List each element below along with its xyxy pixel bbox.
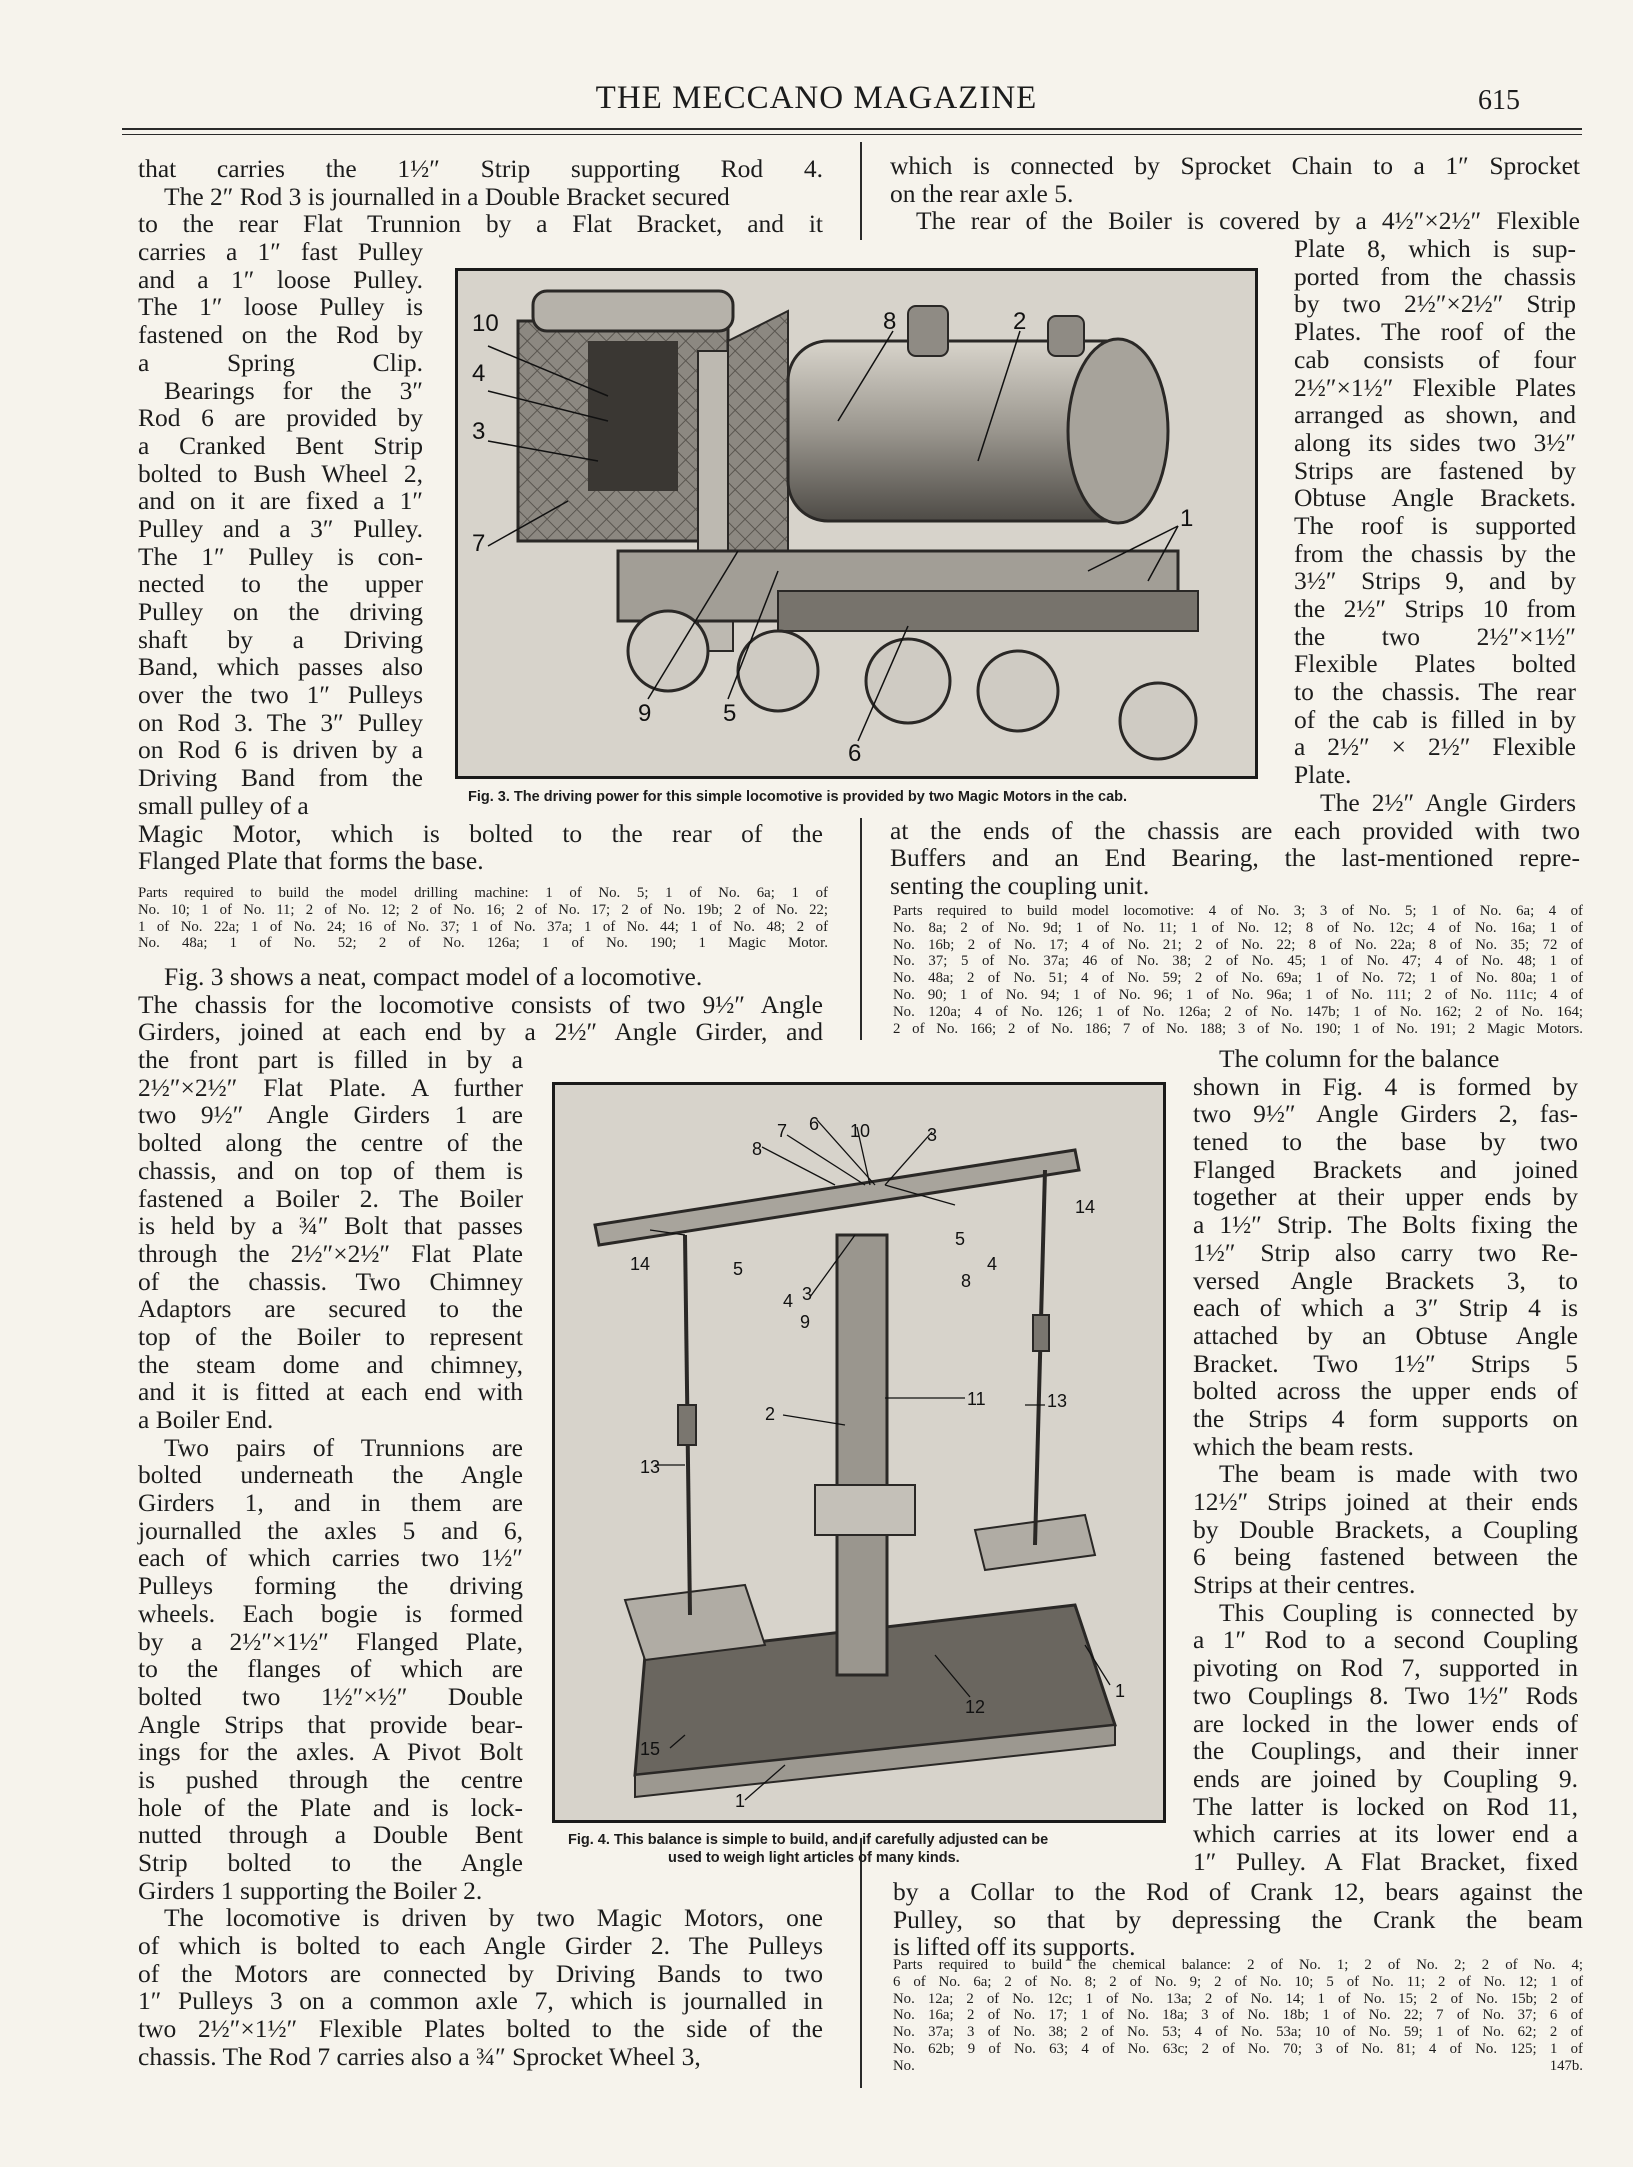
fig3-label-10: 10 xyxy=(472,310,499,337)
col2-mid-line: a 1″ Rod to a second Coupling xyxy=(1193,1625,1578,1655)
fig4-label-3-top: 3 xyxy=(927,1125,938,1145)
col2-top-line: along its sides two 3½″ xyxy=(1294,427,1576,457)
col1-bottom-line: the front part is filled in by a xyxy=(138,1045,523,1075)
col1-bottom-line: journalled the axles 5 and 6, xyxy=(138,1515,523,1545)
col2-mid-line: Strips at their centres. xyxy=(1193,1570,1416,1600)
fig4-label-4-right: 4 xyxy=(987,1254,998,1274)
col2-top-line: Strips are fastened by xyxy=(1294,455,1576,485)
parts-balance-line: Parts required to build the chemical balance: 2 of No. 1; 2 of No. 2; 2 of No. 4; xyxy=(893,1957,1583,1973)
fig3-label-5: 5 xyxy=(723,700,737,727)
parts-loco-line: No. 16b; 2 of No. 17; 4 of No. 21; 2 of No. 22; 8 of No. 22a; 8 of No. 35; 72 of xyxy=(893,936,1583,953)
col2-mid-line: 1½″ Strip also carry two Re- xyxy=(1193,1237,1578,1267)
col2-mid-line: which the beam rests. xyxy=(1193,1431,1414,1461)
col1-bottom-line: is pushed through the centre xyxy=(138,1764,523,1794)
col2-top-line: of the cab is filled in by xyxy=(1294,704,1576,734)
col2-top-line: Plate 8, which is sup- xyxy=(1294,234,1576,264)
col1-bottom-line: Two pairs of Trunnions are xyxy=(164,1432,523,1462)
column2-middle-text xyxy=(1193,1045,1578,1876)
col2-mid-line: tened to the base by two xyxy=(1193,1127,1578,1157)
fig3-label-4: 4 xyxy=(472,360,486,387)
col1-bottom-line: of the chassis. Two Chimney xyxy=(138,1266,523,1296)
fig3-label-7: 7 xyxy=(472,530,486,557)
parts-list-balance xyxy=(893,1957,1583,2075)
fig3-label-2: 2 xyxy=(1013,308,1027,335)
fig4-label-6: 6 xyxy=(809,1114,820,1134)
col2-mid-line: bolted across the upper ends of xyxy=(1193,1376,1578,1406)
col1-top-line: Band, which passes also xyxy=(138,652,423,682)
fig4-balance-photo xyxy=(552,1082,1166,1823)
col1-top-line: small pulley of a xyxy=(138,790,309,820)
col2-top-line: 2½″×1½″ Flexible Plates xyxy=(1294,372,1576,402)
col2-top-line: 3½″ Strips 9, and by xyxy=(1294,566,1576,596)
col2-mid-line: Bracket. Two 1½″ Strips 5 xyxy=(1193,1348,1578,1378)
col1-top-line: nected to the upper xyxy=(138,569,423,599)
parts-drilling-line: No. 48a; 1 of No. 52; 2 of No. 126a; 1 of No. 190; 1 Magic Motor. xyxy=(138,935,828,952)
fig3-label-6: 6 xyxy=(848,740,862,767)
col1-bottom-line: Girders 1, and in them are xyxy=(138,1488,523,1518)
parts-balance-line: 6 of No. 6a; 2 of No. 8; 2 of No. 9; 2 of No. 10; 5 of No. 11; 2 of No. 12; 1 of xyxy=(893,1973,1583,1990)
col1-top-line: Magic Motor, which is bolted to the rear of the xyxy=(138,818,823,848)
col1-bottom-line: bolted underneath the Angle xyxy=(138,1460,523,1490)
col1-bottom-line: Adaptors are secured to the xyxy=(138,1294,523,1324)
col1-bottom-line: Girders, joined at each end by a 2½″ Angle Girder, and xyxy=(138,1017,823,1047)
col2-mid-line: are locked in the lower ends of xyxy=(1193,1708,1578,1738)
col2-mid-line: Flanged Brackets and joined xyxy=(1193,1154,1578,1184)
col2-mid-line: 12½″ Strips joined at their ends xyxy=(1193,1487,1578,1516)
col1-bottom-line: bolted along the centre of the xyxy=(138,1128,523,1158)
col2-bottom-line: Pulley, so that by depressing the Crank the beam xyxy=(893,1904,1583,1934)
col2-mid-line: pivoting on Rod 7, supported in xyxy=(1193,1653,1578,1683)
parts-balance-line: No. 16a; 2 of No. 17; 1 of No. 18a; 3 of No. 18b; 1 of No. 22; 7 of No. 37; 6 of xyxy=(893,2007,1583,2024)
col2-mid-line: each of which a 3″ Strip 4 is xyxy=(1193,1293,1578,1323)
col1-top-line: and a 1″ loose Pulley. xyxy=(138,264,423,294)
fig4-label-2: 2 xyxy=(765,1404,776,1424)
parts-balance-line: No. 12a; 2 of No. 12c; 1 of No. 13a; 2 of No. 14; 1 of No. 15; 2 of No. 15b; 2 of xyxy=(893,1990,1583,2007)
magazine-title: THE MECCANO MAGAZINE xyxy=(595,80,1038,116)
col2-mid-line: versed Angle Brackets 3, to xyxy=(1193,1265,1578,1295)
col2-top-line: cab consists of four xyxy=(1294,344,1576,374)
col1-bottom-line: chassis. The Rod 7 carries also a ¾″ Sprocket Wheel 3, xyxy=(138,2041,701,2071)
parts-balance-line: No. 147b. xyxy=(893,2057,1583,2074)
col2-mid-line: the Couplings, and their inner xyxy=(1193,1736,1578,1766)
col1-bottom-line: wheels. Each bogie is formed xyxy=(138,1598,523,1628)
header-rule-thin xyxy=(122,134,1582,135)
balance-illustration xyxy=(555,1085,1163,1820)
col1-bottom-line: The chassis for the locomotive consists of two 9½″ Angle xyxy=(138,989,823,1019)
col1-top-line: shaft by a Driving xyxy=(138,624,423,654)
col1-top-line: Pulley and a 3″ Pulley. xyxy=(138,513,423,543)
fig4-label-3-left: 3 xyxy=(802,1284,813,1304)
col1-bottom-line: Fig. 3 shows a neat, compact model of a locomotive. xyxy=(164,962,703,991)
col1-top-line: over the two 1″ Pulleys xyxy=(138,680,423,710)
col1-bottom-line: Strip bolted to the Angle xyxy=(138,1848,523,1877)
fig4-label-8-top: 8 xyxy=(752,1139,763,1159)
col1-bottom-line: hole of the Plate and is lock- xyxy=(138,1792,523,1822)
col1-top-line: that carries the 1½″ Strip supporting Rod 4. xyxy=(138,154,823,183)
fig4-label-15: 15 xyxy=(640,1739,661,1759)
col1-bottom-line: of which is bolted to each Angle Girder 2. The Pulleys xyxy=(138,1931,823,1961)
col2-top-line: arranged as shown, and xyxy=(1294,400,1576,430)
col1-bottom-line: Girders 1 supporting the Boiler 2. xyxy=(138,1875,483,1905)
col1-top-line: The 1″ loose Pulley is xyxy=(138,292,423,322)
col2-mid-line: ends are joined by Coupling 9. xyxy=(1193,1763,1578,1793)
parts-loco-line: No. 90; 1 of No. 94; 1 of No. 96; 1 of No. 96a; 1 of No. 111; 2 of No. 111c; 4 of xyxy=(893,986,1583,1003)
fig4-label-4-left: 4 xyxy=(783,1291,794,1311)
col1-bottom-line: top of the Boiler to represent xyxy=(138,1321,523,1351)
fig4-label-5-left: 5 xyxy=(733,1259,744,1279)
column-divider-middle xyxy=(860,818,862,1040)
col2-mid-line: This Coupling is connected by xyxy=(1219,1597,1578,1627)
col2-mid-line: two Couplings 8. Two 1½″ Rods xyxy=(1193,1680,1578,1710)
col2-mid-line: The column for the balance xyxy=(1219,1044,1500,1073)
col1-bottom-line: The locomotive is driven by two Magic Motors, one xyxy=(164,1903,823,1933)
col2-mid-line: The beam is made with two xyxy=(1219,1459,1578,1489)
parts-loco-line: No. 120a; 4 of No. 126; 1 of No. 126a; 2 of No. 147b; 1 of No. 162; 2 of No. 164; xyxy=(893,1003,1583,1020)
col1-bottom-line: each of which carries two 1½″ xyxy=(138,1543,523,1573)
col2-top-line: which is connected by Sprocket Chain to a 1″ Sprocket xyxy=(890,151,1580,180)
fig4-label-11: 11 xyxy=(967,1389,986,1409)
parts-list-drilling-machine xyxy=(138,885,828,952)
fig3-label-9: 9 xyxy=(638,700,652,727)
col2-top-line: the 2½″ Strips 10 from xyxy=(1294,594,1576,623)
col2-top-line: a 2½″ × 2½″ Flexible xyxy=(1294,732,1576,762)
col2-top-line: from the chassis by the xyxy=(1294,538,1576,568)
col2-top-line: ported from the chassis xyxy=(1294,261,1576,291)
col1-top-line: Rod 6 are provided by xyxy=(138,403,423,433)
col2-top-line: Buffers and an End Bearing, the last-mentioned repre- xyxy=(890,843,1580,873)
column2-bottom-text xyxy=(893,1878,1583,1961)
col1-bottom-line: to the flanges of which are xyxy=(138,1654,523,1684)
col2-top-line: Flexible Plates bolted xyxy=(1294,649,1576,679)
col1-top-line: on Rod 6 is driven by a xyxy=(138,735,423,765)
col2-mid-line: which carries at its lower end a xyxy=(1193,1819,1578,1849)
fig4-label-13-right: 13 xyxy=(1047,1391,1068,1411)
col2-mid-line: together at their upper ends by xyxy=(1193,1182,1578,1212)
fig4-label-14-left: 14 xyxy=(630,1254,651,1274)
fig4-caption-line2: used to weigh light articles of many kinds. xyxy=(668,1850,960,1866)
fig4-label-1-right: 1 xyxy=(1115,1681,1126,1701)
fig4-label-8-mid: 8 xyxy=(961,1271,972,1291)
col1-bottom-line: through the 2½″×2½″ Flat Plate xyxy=(138,1238,523,1268)
col1-top-line: on Rod 3. The 3″ Pulley xyxy=(138,707,423,737)
col1-bottom-line: Angle Strips that provide bear- xyxy=(138,1709,523,1739)
col1-bottom-line: two 9½″ Angle Girders 1 are xyxy=(138,1100,523,1130)
col1-bottom-line: fastened a Boiler 2. The Boiler xyxy=(138,1183,523,1213)
col1-top-line: bolted to Bush Wheel 2, xyxy=(138,458,423,488)
col1-bottom-line: the steam dome and chimney, xyxy=(138,1349,523,1379)
col1-top-line: Driving Band from the xyxy=(138,763,423,793)
col1-bottom-line: nutted through a Double Bent xyxy=(138,1820,523,1850)
col1-bottom-line: chassis, and on top of them is xyxy=(138,1155,523,1185)
col1-top-line: to the rear Flat Trunnion by a Flat Bracket, and it xyxy=(138,209,823,239)
column-divider-top xyxy=(860,142,862,240)
fig3-label-8: 8 xyxy=(883,308,897,335)
parts-loco-line: No. 8a; 2 of No. 9d; 1 of No. 11; 1 of No. 12; 8 of No. 12c; 4 of No. 16a; 1 of xyxy=(893,919,1583,936)
col2-top-line: The roof is supported xyxy=(1294,510,1576,540)
col2-top-line: The rear of the Boiler is covered by a 4½″×2½″ Flexible xyxy=(916,206,1580,236)
col1-top-line: Flanged Plate that forms the base. xyxy=(138,846,484,876)
col2-mid-line: 1″ Pulley. A Flat Bracket, fixed xyxy=(1193,1846,1578,1876)
col1-bottom-line: 2½″×2½″ Flat Plate. A further xyxy=(138,1072,523,1102)
parts-balance-line: No. 37a; 3 of No. 38; 2 of No. 53; 4 of No. 53a; 10 of No. 59; 1 of No. 62; 2 of xyxy=(893,2024,1583,2041)
header-rule xyxy=(122,128,1582,130)
col1-top-line: The 1″ Pulley is con- xyxy=(138,541,423,571)
fig4-label-1-bottom: 1 xyxy=(735,1791,746,1811)
fig4-label-14-right: 14 xyxy=(1075,1197,1096,1217)
fig4-label-10: 10 xyxy=(850,1121,871,1141)
parts-balance-line: No. 62b; 9 of No. 63; 4 of No. 63c; 2 of No. 70; 3 of No. 81; 4 of No. 125; 1 of xyxy=(893,2040,1583,2057)
col1-top-line: fastened on the Rod by xyxy=(138,320,423,350)
column-divider-bottom xyxy=(860,1838,862,2088)
fig3-label-1: 1 xyxy=(1180,505,1194,532)
col1-bottom-line: bolted two 1½″×½″ Double xyxy=(138,1681,523,1711)
fig4-label-9: 9 xyxy=(800,1312,811,1332)
col2-bottom-line: by a Collar to the Rod of Crank 12, bears against the xyxy=(893,1877,1583,1906)
col2-top-line: at the ends of the chassis are each provided with two xyxy=(890,815,1580,845)
col1-bottom-line: and it is fitted at each end with xyxy=(138,1377,523,1407)
fig4-label-5-right: 5 xyxy=(955,1229,966,1249)
col2-mid-line: by Double Brackets, a Coupling xyxy=(1193,1514,1578,1544)
parts-drilling-line: Parts required to build the model drilling machine: 1 of No. 5; 1 of No. 6a; 1 of xyxy=(138,885,828,901)
col2-mid-line: a 1½″ Strip. The Bolts fixing the xyxy=(1193,1210,1578,1240)
col1-top-line: Bearings for the 3″ xyxy=(164,375,423,405)
parts-loco-line: 2 of No. 166; 2 of No. 186; 7 of No. 188; 3 of No. 190; 1 of No. 191; 2 Magic Motors. xyxy=(893,1020,1583,1037)
col2-bottom-line: is lifted off its supports. xyxy=(893,1932,1136,1962)
col2-top-line: The 2½″ Angle Girders xyxy=(1320,787,1576,817)
col2-top-line: the two 2½″×1½″ xyxy=(1294,621,1576,651)
col1-bottom-line: two 2½″×1½″ Flexible Plates bolted to the side of the xyxy=(138,2014,823,2044)
col1-top-line: Pulley on the driving xyxy=(138,597,423,626)
fig4-label-12: 12 xyxy=(965,1697,986,1717)
col1-bottom-line: a Boiler End. xyxy=(138,1405,274,1434)
parts-loco-line: Parts required to build model locomotive: 4 of No. 3; 3 of No. 5; 1 of No. 6a; 4 of xyxy=(893,903,1583,919)
parts-loco-line: No. 37; 5 of No. 37a; 46 of No. 38; 2 of No. 45; 1 of No. 47; 4 of No. 48; 1 of xyxy=(893,953,1583,970)
col1-bottom-line: of the Motors are connected by Driving Bands to two xyxy=(138,1958,823,1988)
col2-top-line: Plates. The roof of the xyxy=(1294,317,1576,347)
col1-bottom-line: 1″ Pulleys 3 on a common axle 7, which is journalled in xyxy=(138,1986,823,2016)
fig3-label-3: 3 xyxy=(472,418,486,445)
col1-top-line: a Cranked Bent Strip xyxy=(138,430,423,460)
col1-bottom-line: is held by a ¾″ Bolt that passes xyxy=(138,1211,523,1241)
locomotive-illustration xyxy=(458,271,1255,776)
col2-mid-line: attached by an Obtuse Angle xyxy=(1193,1320,1578,1350)
parts-drilling-line: No. 10; 1 of No. 11; 2 of No. 12; 2 of No. 16; 2 of No. 17; 2 of No. 19b; 2 of No. 22; xyxy=(138,901,828,918)
col1-top-line: The 2″ Rod 3 is journalled in a Double Bracket secured xyxy=(164,181,730,211)
col2-mid-line: the Strips 4 form supports on xyxy=(1193,1403,1578,1433)
col2-mid-line: two 9½″ Angle Girders 2, fas- xyxy=(1193,1099,1578,1129)
fig3-locomotive-photo xyxy=(455,268,1258,779)
col2-top-line: senting the coupling unit. xyxy=(890,870,1150,900)
col1-top-line: and on it are fixed a 1″ xyxy=(138,486,423,516)
col2-top-line: Obtuse Angle Brackets. xyxy=(1294,483,1576,513)
col2-top-line: on the rear axle 5. xyxy=(890,178,1074,208)
col1-top-line: a Spring Clip. xyxy=(138,347,423,377)
col2-mid-line: shown in Fig. 4 is formed by xyxy=(1193,1071,1578,1101)
page-number: 615 xyxy=(1478,85,1520,116)
col2-mid-line: 6 being fastened between the xyxy=(1193,1542,1578,1572)
fig4-label-7: 7 xyxy=(777,1121,788,1141)
parts-list-locomotive xyxy=(893,903,1583,1037)
fig3-caption: Fig. 3. The driving power for this simple locomotive is provided by two Magic Motors in the cab. xyxy=(468,789,1128,805)
fig4-caption-line1: Fig. 4. This balance is simple to build, and if carefully adjusted can be xyxy=(568,1832,1049,1848)
col2-top-line: Plate. xyxy=(1294,760,1352,790)
fig4-label-13-left: 13 xyxy=(640,1457,661,1477)
parts-drilling-line: 1 of No. 22a; 1 of No. 24; 16 of No. 37; 1 of No. 37a; 1 of No. 44; 1 of No. 48; 2 of xyxy=(138,918,828,935)
parts-loco-line: No. 48a; 2 of No. 51; 4 of No. 59; 2 of No. 69a; 1 of No. 72; 1 of No. 80a; 1 of xyxy=(893,970,1583,987)
col1-bottom-line: Pulleys forming the driving xyxy=(138,1571,523,1601)
col1-bottom-line: ings for the axles. A Pivot Bolt xyxy=(138,1737,523,1767)
col1-bottom-line: by a 2½″×1½″ Flanged Plate, xyxy=(138,1626,523,1656)
col2-top-line: to the chassis. The rear xyxy=(1294,677,1576,707)
col2-mid-line: The latter is locked on Rod 11, xyxy=(1193,1791,1578,1821)
col2-top-line: by two 2½″×2½″ Strip xyxy=(1294,289,1576,319)
col1-top-line: carries a 1″ fast Pulley xyxy=(138,237,423,267)
